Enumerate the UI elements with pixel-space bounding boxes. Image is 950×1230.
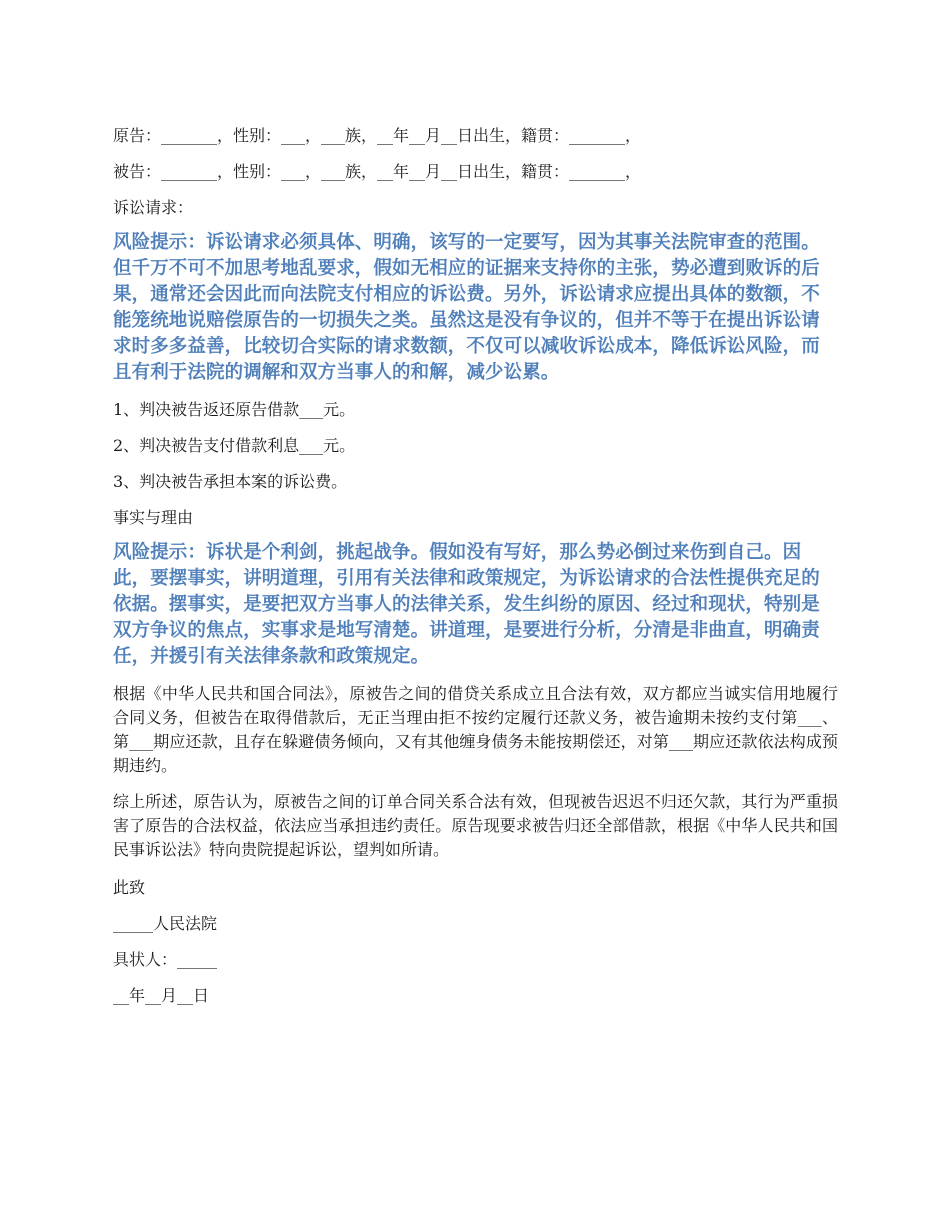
facts-heading: 事实与理由 <box>113 508 194 527</box>
risk-tip-claims: 风险提示：诉讼请求必须具体、明确，该写的一定要写，因为其事关法院审查的范围。但千万不可不加思考地乱要求，假如无相应的证据来支持你的主张，势必遭到败诉的后果，通常还会因此而向法院支付相应的诉讼费。另外，诉讼请求应提出具体的数额，不能笼统地说赔偿原告的一切损失之类。虽然这是没有争议的，但并不等于在提出诉讼请求时多多益善，比较切合实际的请求数额，不仅可以减收诉讼成本，降低诉讼风险，而且有利于法院的调解和双方当事人的和解，减少讼累。 <box>113 232 820 383</box>
complaint-document <box>113 124 838 1020</box>
claim-item-2: 2、判决被告支付借款利息___元。 <box>113 436 356 455</box>
court-name: _____人民法院 <box>113 914 218 933</box>
claim-item-1: 1、判决被告返还原告借款___元。 <box>113 400 356 419</box>
date-line: __年__月__日 <box>113 986 210 1005</box>
risk-tip-facts: 风险提示：诉状是个利剑，挑起战争。假如没有写好，那么势必倒过来伤到自己。因此，要摆事实，讲明道理，引用有关法律和政策规定，为诉讼请求的合法性提供充足的依据。摆事实，是要把双方当事人的法律关系，发生纠纷的原因、经过和现状，特别是双方争议的焦点，实事求是地写清楚。讲道理，是要进行分析，分清是非曲直，明确责任，并援引有关法律条款和政策规定。 <box>113 542 820 667</box>
facts-paragraph: 根据《中华人民共和国合同法》，原被告之间的借贷关系成立且合法有效，双方都应当诚实信用地履行合同义务，但被告在取得借款后，无正当理由拒不按约定履行还款义务，被告逾期未按约支付第___、第___期应还款，且存在躲避债务倾向，又有其他缠身债务未能按期偿还，对第___期应还款依法构成预期违约。 <box>113 684 838 775</box>
claims-heading: 诉讼请求： <box>113 198 194 217</box>
plaintiff-line: 原告：_______，性别：___，___族，__年__月__日出生，籍贯：_______， <box>113 126 642 145</box>
signer-line: 具状人：_____ <box>113 950 218 969</box>
salutation: 此致 <box>113 878 146 897</box>
claim-item-3: 3、判决被告承担本案的诉讼费。 <box>113 472 348 491</box>
conclusion-paragraph: 综上所述，原告认为，原被告之间的订单合同关系合法有效，但现被告迟迟不归还欠款，其行为严重损害了原告的合法权益，依法应当承担违约责任。原告现要求被告归还全部借款，根据《中华人民共和国民事诉讼法》特向贵院提起诉讼，望判如所请。 <box>113 792 838 859</box>
defendant-line: 被告：_______，性别：___，___族，__年__月__日出生，籍贯：_______， <box>113 162 642 181</box>
